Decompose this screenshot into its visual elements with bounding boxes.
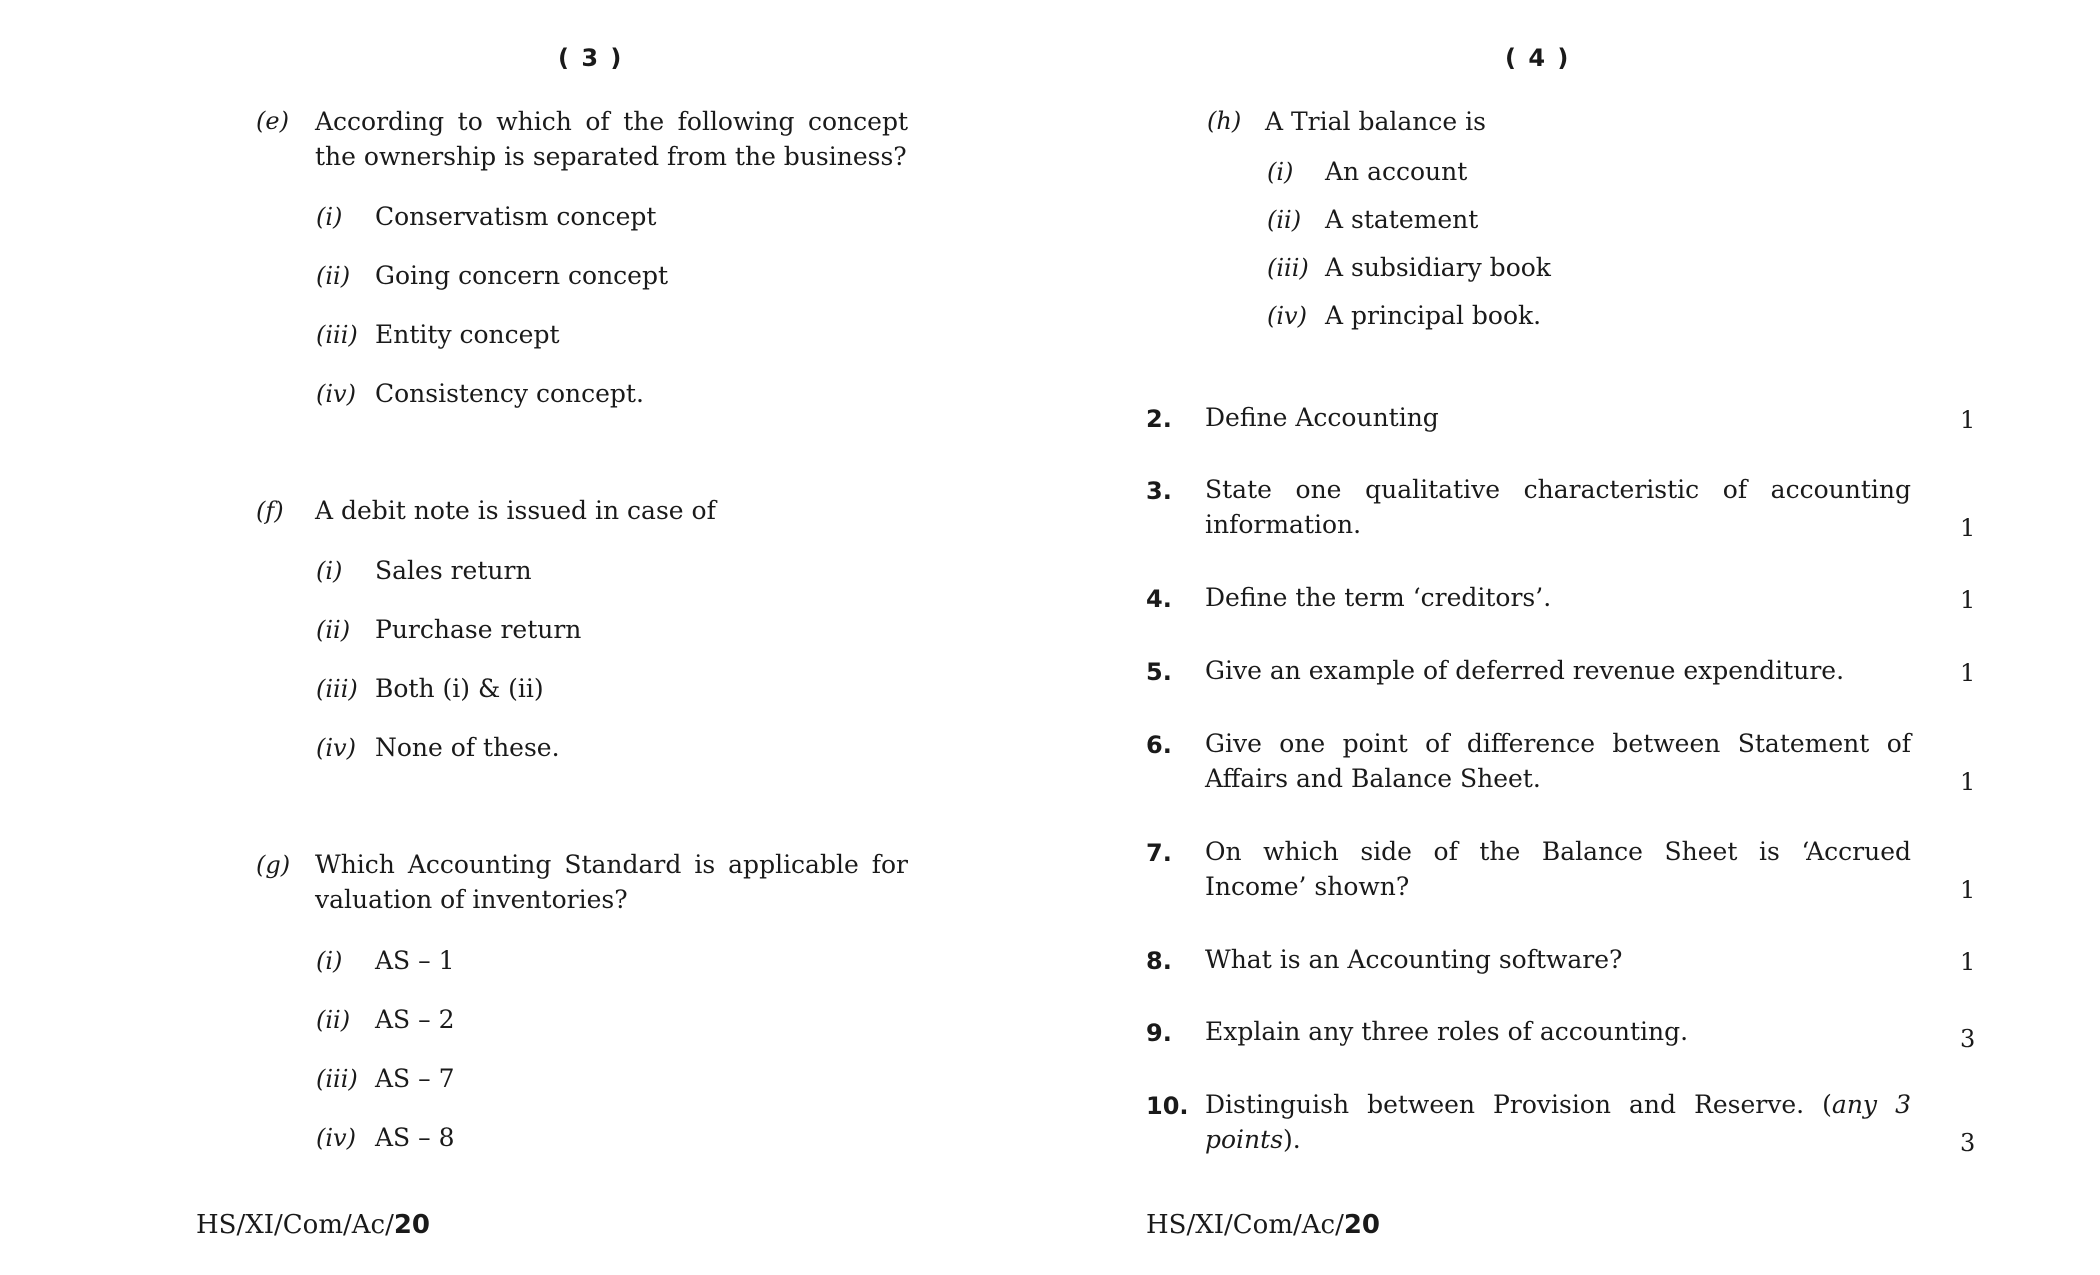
footer-bold: 20 (1343, 1210, 1381, 1240)
page-number: ( 4 ) (1505, 44, 1571, 72)
marks: 3 (1960, 1129, 1976, 1157)
option-roman: (ii) (316, 616, 351, 644)
question-text: Give one point of difference between Statement of Affairs and Balance Sheet. (1205, 729, 1911, 793)
option-text: Consistency concept. (375, 379, 644, 408)
question-text (1205, 1087, 1911, 1157)
marks: 1 (1960, 876, 1976, 904)
footer-code (196, 1210, 430, 1240)
marks: 1 (1960, 659, 1976, 687)
question-text-italic: any 3 points (1205, 1090, 1911, 1154)
option-text: A statement (1325, 205, 1479, 234)
question-text: A debit note is issued in case of (315, 496, 716, 525)
option-text: Conservatism concept (375, 202, 657, 231)
option-roman: (iv) (316, 1124, 356, 1152)
marks: 1 (1960, 406, 1976, 434)
footer-prefix: HS/XI/Com/Ac/ (196, 1210, 394, 1240)
marks: 1 (1960, 514, 1976, 542)
question-text: Explain any three roles of accounting. (1205, 1017, 1689, 1046)
option-roman: (iii) (316, 321, 358, 349)
option-text: Entity concept (375, 320, 560, 349)
question-number: 2. (1146, 405, 1172, 433)
option-text: AS – 2 (375, 1005, 455, 1034)
footer-code (1146, 1210, 1380, 1240)
question-label: (h) (1207, 107, 1242, 135)
question-number: 3. (1146, 477, 1172, 505)
question-number: 10. (1146, 1092, 1189, 1120)
option-text: Purchase return (375, 615, 582, 644)
question-text: Which Accounting Standard is applicable for valuation of inventories? (315, 850, 908, 914)
question-text: Define Accounting (1205, 403, 1439, 432)
question-number: 5. (1146, 658, 1172, 686)
option-text: Both (i) & (ii) (375, 674, 544, 703)
question-label: (g) (256, 851, 291, 879)
question-number: 8. (1146, 947, 1172, 975)
option-text: Going concern concept (375, 261, 669, 290)
question-number: 7. (1146, 839, 1172, 867)
question-text: According to which of the following concept the ownership is separated from the business? (315, 107, 908, 171)
option-roman: (i) (316, 557, 343, 585)
option-text: A principal book. (1325, 301, 1542, 330)
option-roman: (iv) (316, 734, 356, 762)
option-roman: (i) (316, 203, 343, 231)
question-number: 6. (1146, 731, 1172, 759)
marks: 3 (1960, 1025, 1976, 1053)
option-roman: (i) (1267, 158, 1294, 186)
option-roman: (iii) (1267, 254, 1309, 282)
option-text: Sales return (375, 556, 532, 585)
footer-bold: 20 (393, 1210, 431, 1240)
question-text: State one qualitative characteristic of accounting information. (1205, 475, 1911, 539)
page-number: ( 3 ) (558, 44, 624, 72)
question-label: (e) (256, 107, 289, 135)
marks: 1 (1960, 948, 1976, 976)
question-text: Define the term ‘creditors’. (1205, 583, 1552, 612)
option-text: AS – 7 (375, 1064, 455, 1093)
question-text: What is an Accounting software? (1205, 945, 1623, 974)
option-roman: (iii) (316, 1065, 358, 1093)
option-text: A subsidiary book (1325, 253, 1551, 282)
right-page (1050, 0, 2100, 1275)
question-text-main: Distinguish between Provision and Reserve. ( (1205, 1090, 1832, 1119)
option-roman: (i) (316, 947, 343, 975)
marks: 1 (1960, 768, 1976, 796)
option-roman: (ii) (1267, 206, 1302, 234)
question-text: On which side of the Balance Sheet is ‘Accrued Income’ shown? (1205, 837, 1911, 901)
option-text: AS – 1 (375, 946, 455, 975)
option-roman: (ii) (316, 1006, 351, 1034)
question-number: 4. (1146, 585, 1172, 613)
question-number: 9. (1146, 1019, 1172, 1047)
question-text: A Trial balance is (1265, 107, 1486, 136)
question-label: (f) (256, 497, 284, 525)
option-text: AS – 8 (375, 1123, 455, 1152)
marks: 1 (1960, 586, 1976, 614)
option-text: None of these. (375, 733, 560, 762)
option-roman: (ii) (316, 262, 351, 290)
question-text: Give an example of deferred revenue expenditure. (1205, 656, 1845, 685)
option-roman: (iv) (316, 380, 356, 408)
footer-prefix: HS/XI/Com/Ac/ (1146, 1210, 1344, 1240)
option-roman: (iii) (316, 675, 358, 703)
option-roman: (iv) (1267, 302, 1307, 330)
option-text: An account (1325, 157, 1468, 186)
question-text-end: ). (1283, 1125, 1301, 1154)
